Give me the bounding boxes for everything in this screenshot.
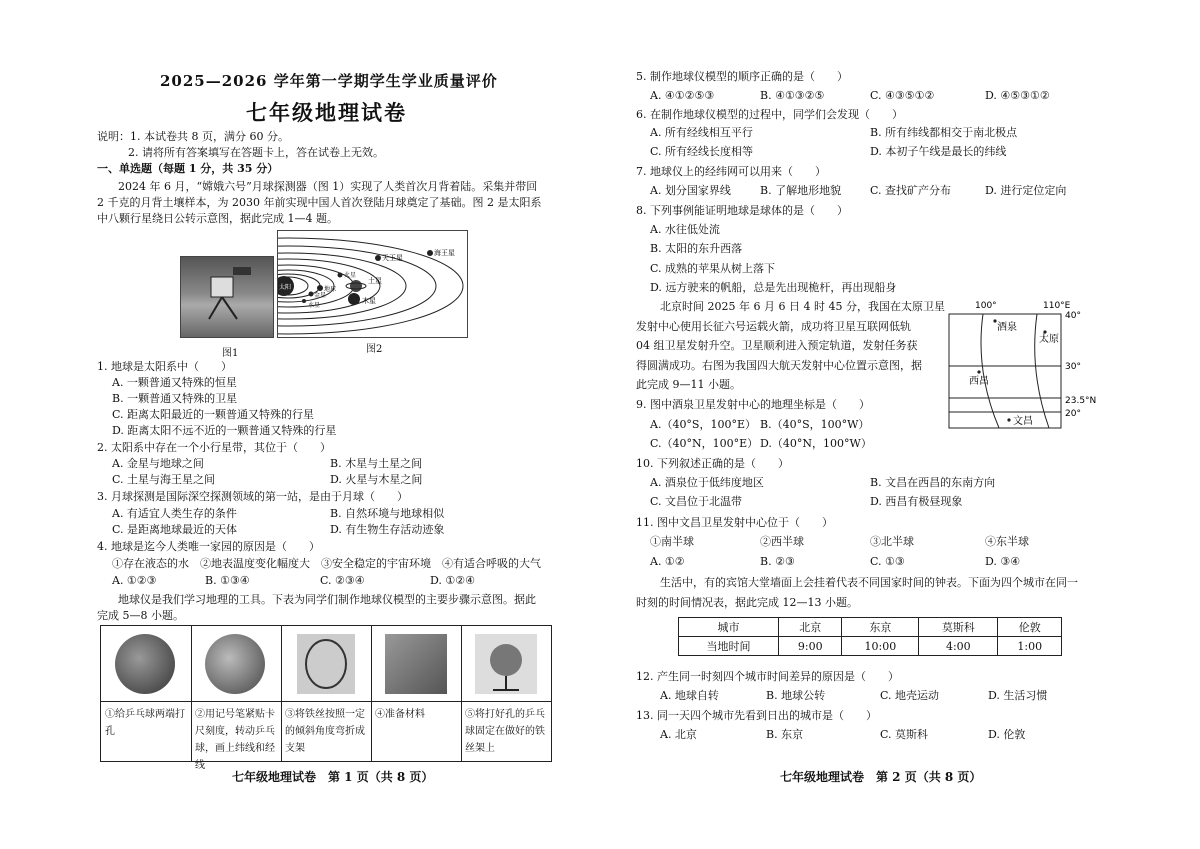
question-11: 11. 图中文昌卫星发射中心位于（ ） bbox=[636, 516, 833, 529]
table-header-cell: 东京 bbox=[842, 618, 919, 637]
q12-option-a: A. 地球自转 bbox=[660, 689, 719, 702]
map-lat-30: 30° bbox=[1065, 362, 1081, 372]
q2-option-c: C. 土星与海王星之间 bbox=[112, 473, 216, 486]
q13-option-c: C. 莫斯科 bbox=[880, 728, 929, 741]
q6-option-c: C. 所有经线长度相等 bbox=[650, 145, 754, 158]
map-city-taiyuan: 太原 bbox=[1039, 334, 1059, 345]
q9-option-d: D.（40°N，100°W） bbox=[760, 437, 872, 450]
q10-option-a: A. 酒泉位于低纬度地区 bbox=[650, 476, 764, 489]
q5-option-b: B. ④①③②⑤ bbox=[760, 89, 825, 102]
q11-option-c: C. ①③ bbox=[870, 555, 905, 568]
q4-statements: ①存在液态的水 ②地表温度变化幅度大 ③安全稳定的宇宙环境 ④有适合呼吸的大气 bbox=[112, 557, 541, 570]
q11-item-3: ③北半球 bbox=[870, 535, 914, 548]
table-row bbox=[679, 637, 1062, 656]
planet-label-venus: 金星 bbox=[314, 292, 327, 299]
q12-option-b: B. 地球公转 bbox=[766, 689, 826, 702]
q3-option-a: A. 有适宜人类生存的条件 bbox=[112, 507, 237, 520]
venus-icon bbox=[309, 292, 314, 297]
q9-option-b: B.（40°S，100°W） bbox=[760, 418, 870, 431]
q2-option-d: D. 火星与木星之间 bbox=[330, 473, 423, 486]
question-1: 1. 地球是太阳系中（ ） bbox=[97, 360, 232, 373]
page-2 bbox=[600, 0, 1200, 849]
question-9: 9. 图中酒泉卫星发射中心的地理坐标是（ ） bbox=[636, 398, 870, 411]
q11-item-4: ④东半球 bbox=[985, 535, 1029, 548]
q10-option-b: B. 文昌在西昌的东南方向 bbox=[870, 476, 996, 489]
q3-option-b: B. 自然环境与地球相似 bbox=[330, 507, 445, 520]
q11-option-a: A. ①② bbox=[650, 555, 685, 568]
intro-line-3: 中八颗行星绕日公转示意图，据此完成 1—4 题。 bbox=[97, 212, 338, 225]
q8-option-d: D. 远方驶来的帆船，总是先出现桅杆，再出现船身 bbox=[650, 281, 897, 294]
q11-option-d: D. ③④ bbox=[985, 555, 1021, 568]
table-cell: 10:00 bbox=[842, 637, 919, 656]
instruction-2: 2. 请将所有答案填写在答题卡上，答在试卷上无效。 bbox=[128, 146, 384, 159]
q11-item-1: ①南半球 bbox=[650, 535, 694, 548]
map-lon-100: 100° bbox=[975, 301, 997, 311]
figure-1-caption: 图1 bbox=[222, 348, 239, 359]
q1-option-b: B. 一颗普通又特殊的卫星 bbox=[112, 392, 238, 405]
intro-9-line-5: 此完成 9—11 小题。 bbox=[636, 378, 741, 391]
step-3-caption: ③将铁丝按照一定的倾斜角度弯折成支架 bbox=[285, 709, 365, 754]
q13-option-d: D. 伦敦 bbox=[988, 728, 1026, 741]
page-1-footer: 七年级地理试卷 第 1 页（共 8 页） bbox=[232, 770, 434, 784]
step-1-image bbox=[115, 634, 175, 694]
step-1-caption: ①给乒乓球两端打孔 bbox=[105, 709, 185, 737]
map-city-xichang: 西昌 bbox=[969, 376, 989, 387]
table-header-cell: 莫斯科 bbox=[919, 618, 998, 637]
earth-icon bbox=[317, 285, 323, 291]
chang-e-6-photo bbox=[180, 256, 274, 338]
question-7: 7. 地球仪上的经纬网可以用来（ ） bbox=[636, 165, 826, 178]
q4-option-b: B. ①③④ bbox=[205, 574, 250, 587]
q12-option-c: C. 地壳运动 bbox=[880, 689, 940, 702]
map-city-jiuquan: 酒泉 bbox=[997, 322, 1017, 333]
question-4: 4. 地球是迄今人类唯一家园的原因是（ ） bbox=[97, 540, 320, 553]
table-cell: 9:00 bbox=[778, 637, 842, 656]
step-3-image bbox=[297, 634, 355, 694]
planet-label-saturn: 土星 bbox=[368, 277, 382, 285]
step-5-image bbox=[475, 634, 537, 694]
step-4-image bbox=[385, 634, 447, 694]
q13-option-a: A. 北京 bbox=[660, 728, 697, 741]
solar-system-diagram bbox=[277, 230, 468, 338]
q10-option-c: C. 文昌位于北温带 bbox=[650, 495, 743, 508]
q9-option-c: C.（40°N，100°E） bbox=[650, 437, 759, 450]
figure-2-caption: 图2 bbox=[366, 344, 383, 355]
q4-option-d: D. ①②④ bbox=[430, 574, 476, 587]
neptune-icon bbox=[427, 250, 433, 256]
intro-9-line-3: 04 组卫星发射升空。卫星顺利进入预定轨道，发射任务获 bbox=[636, 339, 918, 352]
planet-label-neptune: 海王星 bbox=[434, 249, 455, 257]
jupiter-icon bbox=[348, 293, 360, 305]
planet-label-sun: 太阳 bbox=[279, 284, 292, 291]
question-12: 12. 产生同一时刻四个城市时间差异的原因是（ ） bbox=[636, 670, 899, 683]
table-cell: 当地时间 bbox=[679, 637, 779, 656]
planet-label-earth: 地球 bbox=[324, 286, 337, 293]
q6-option-d: D. 本初子午线是最长的纬线 bbox=[870, 145, 1007, 158]
mars-icon bbox=[338, 273, 343, 278]
q7-option-a: A. 划分国家界线 bbox=[650, 184, 731, 197]
table-header-cell: 北京 bbox=[778, 618, 842, 637]
uranus-icon bbox=[375, 255, 381, 261]
q1-option-d: D. 距离太阳不远不近的一颗普通又特殊的行星 bbox=[112, 424, 337, 437]
map-city-wenchang: 文昌 bbox=[1013, 416, 1033, 427]
map-lon-110: 110°E bbox=[1043, 301, 1071, 311]
page-2-footer: 七年级地理试卷 第 2 页（共 8 页） bbox=[780, 770, 982, 784]
q8-option-c: C. 成熟的苹果从树上落下 bbox=[650, 262, 776, 275]
map-lat-40: 40° bbox=[1065, 311, 1081, 321]
step-2-caption: ②用记号笔紧贴卡尺刻度，转动乒乓球，画上纬线和经线 bbox=[195, 709, 275, 771]
planet-label-jupiter: 木星 bbox=[362, 297, 376, 305]
question-3: 3. 月球探测是国际深空探测领域的第一站，是由于月球（ ） bbox=[97, 490, 408, 503]
planet-label-mars: 火星 bbox=[344, 272, 357, 279]
q1-option-a: A. 一颗普通又特殊的恒星 bbox=[112, 376, 237, 389]
section-heading: 一、单选题（每题 1 分，共 35 分） bbox=[97, 162, 279, 175]
intro-9-line-1: 北京时间 2025 年 6 月 6 日 4 时 45 分，我国在太原卫星 bbox=[660, 300, 945, 313]
q7-option-b: B. 了解地形地貌 bbox=[760, 184, 842, 197]
q5-option-a: A. ④①②⑤③ bbox=[650, 89, 715, 102]
q5-option-d: D. ④⑤③①② bbox=[985, 89, 1050, 102]
q11-item-2: ②西半球 bbox=[760, 535, 804, 548]
planet-label-uranus: 天王星 bbox=[382, 254, 403, 262]
lander-icon bbox=[181, 257, 273, 337]
question-5: 5. 制作地球仪模型的顺序正确的是（ ） bbox=[636, 70, 848, 83]
intro-line-2: 2 千克的月背土壤样本，为 2030 年前实现中国人首次登陆月球奠定了基础。图 2 是太阳系 bbox=[97, 196, 542, 209]
q10-option-d: D. 西昌有极昼现象 bbox=[870, 495, 963, 508]
mercury-icon bbox=[302, 299, 306, 303]
intro-9-line-2: 发射中心使用长征六号运载火箭，成功将卫星互联网低轨 bbox=[636, 320, 911, 333]
step-4-caption: ④准备材料 bbox=[375, 709, 425, 720]
question-2: 2. 太阳系中存在一个小行星带，其位于（ ） bbox=[97, 441, 331, 454]
step-2-image bbox=[205, 634, 265, 694]
q12-option-d: D. 生活习惯 bbox=[988, 689, 1048, 702]
q5-option-c: C. ④③⑤①② bbox=[870, 89, 935, 102]
instruction-1: 说明：1. 本试卷共 8 页，满分 60 分。 bbox=[97, 130, 289, 143]
question-8: 8. 下列事例能证明地球是球体的是（ ） bbox=[636, 204, 848, 217]
table-cell: 4:00 bbox=[919, 637, 998, 656]
saturn-icon bbox=[350, 280, 362, 292]
launch-center-map bbox=[945, 296, 1125, 436]
table-cell: 1:00 bbox=[998, 637, 1062, 656]
q2-option-b: B. 木星与土星之间 bbox=[330, 457, 423, 470]
map-lat-23-5: 23.5°N bbox=[1065, 396, 1097, 406]
q13-option-b: B. 东京 bbox=[766, 728, 804, 741]
question-13: 13. 同一天四个城市先看到日出的城市是（ ） bbox=[636, 709, 877, 722]
q2-option-a: A. 金星与地球之间 bbox=[112, 457, 204, 470]
exam-subtitle: 七年级地理试卷 bbox=[246, 100, 407, 125]
intro2-line-1: 地球仪是我们学习地理的工具。下表为同学们制作地球仪模型的主要步骤示意图。据此 bbox=[118, 593, 536, 606]
q4-option-a: A. ①②③ bbox=[112, 574, 157, 587]
table-header-cell: 伦敦 bbox=[998, 618, 1062, 637]
q3-option-d: D. 有生物生存活动迹象 bbox=[330, 523, 445, 536]
q3-option-c: C. 是距离地球最近的天体 bbox=[112, 523, 238, 536]
q8-option-a: A. 水往低处流 bbox=[650, 223, 720, 236]
intro-12-line-2: 时刻的时间情况表，据此完成 12—13 小题。 bbox=[636, 596, 858, 609]
planet-label-mercury: 水星 bbox=[308, 302, 321, 309]
q9-option-a: A.（40°S，100°E） bbox=[650, 418, 756, 431]
intro-12-line-1: 生活中，有的宾馆大堂墙面上会挂着代表不同国家时间的钟表。下面为四个城市在同一 bbox=[660, 576, 1078, 589]
question-10: 10. 下列叙述正确的是（ ） bbox=[636, 457, 789, 470]
table-header-cell: 城市 bbox=[679, 618, 779, 637]
q8-option-b: B. 太阳的东升西落 bbox=[650, 242, 743, 255]
steps-table bbox=[100, 625, 552, 771]
table-header-row bbox=[679, 618, 1062, 637]
intro-line-1: 2024 年 6 月，“嫦娥六号”月球探测器（图 1）实现了人类首次月背着陆。采集并带回 bbox=[118, 180, 538, 193]
q4-option-c: C. ②③④ bbox=[320, 574, 365, 587]
q7-option-d: D. 进行定位定向 bbox=[985, 184, 1067, 197]
step-5-caption: ⑤将打好孔的乒乓球固定在做好的铁丝架上 bbox=[465, 709, 545, 754]
question-6: 6. 在制作地球仪模型的过程中，同学们会发现（ ） bbox=[636, 108, 903, 121]
q1-option-c: C. 距离太阳最近的一颗普通又特殊的行星 bbox=[112, 408, 315, 421]
q11-option-b: B. ②③ bbox=[760, 555, 795, 568]
city-time-table bbox=[678, 617, 1062, 656]
exam-title: 2025—2026 学年第一学期学生学业质量评价 bbox=[160, 72, 498, 90]
intro-9-line-4: 得圆满成功。右图为我国四大航天发射中心位置示意图，据 bbox=[636, 359, 922, 372]
map-lat-20: 20° bbox=[1065, 409, 1081, 419]
q6-option-a: A. 所有经线相互平行 bbox=[650, 126, 753, 139]
orbits-svg bbox=[278, 231, 467, 337]
q7-option-c: C. 查找矿产分布 bbox=[870, 184, 952, 197]
q6-option-b: B. 所有纬线都相交于南北极点 bbox=[870, 126, 1018, 139]
intro2-line-2: 完成 5—8 小题。 bbox=[97, 609, 184, 622]
